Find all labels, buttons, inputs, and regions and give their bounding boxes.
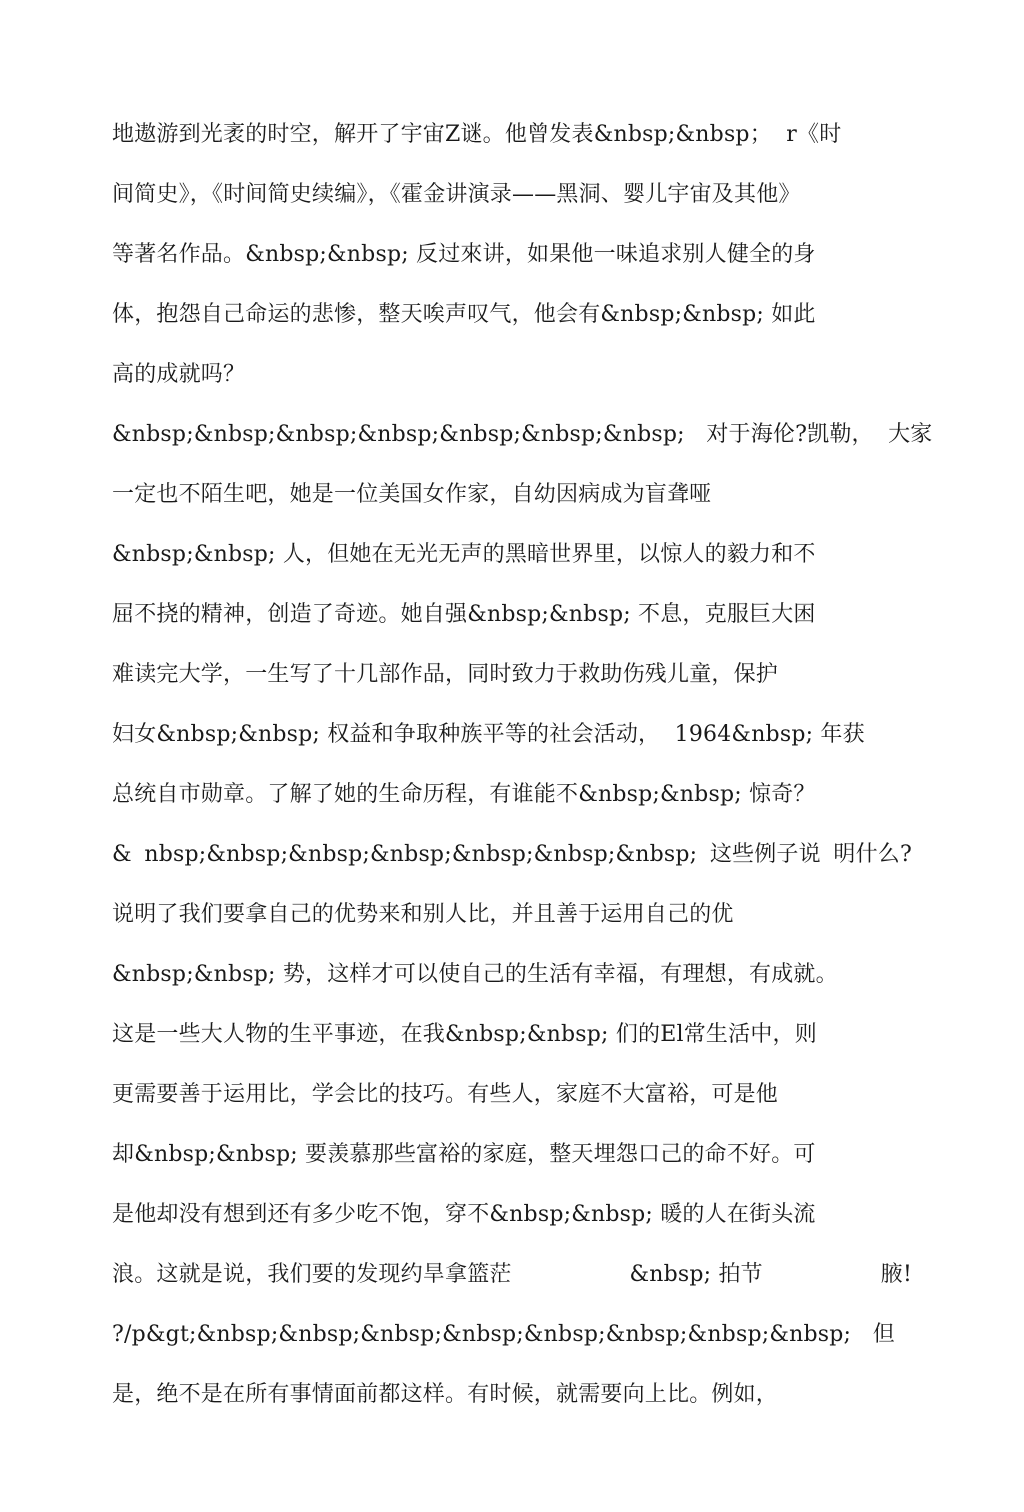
- text-line: 难读完大学，一生写了十几部作品，同时致力于救助伤残儿童，保护: [112, 662, 779, 687]
- text-line: &nbsp;&nbsp; 势，这样才可以使自己的生活有幸福，有理想，有成就。: [112, 962, 838, 987]
- text-line: 是，绝不是在所有事情面前都这样。有时候，就需要向上比。例如，: [112, 1382, 779, 1407]
- text-fragment: 明什么?: [833, 842, 912, 867]
- text-line: 总统自市勋章。了解了她的生命历程，有谁能不&nbsp;&nbsp; 惊奇？: [112, 782, 816, 807]
- text-line: 说明了我们要拿自己的优势来和别人比，并且善于运用自己的优: [112, 902, 734, 927]
- text-line: 更需要善于运用比，学会比的技巧。有些人，家庭不大富裕，可是他: [112, 1082, 779, 1107]
- text-line: 妇女&nbsp;&nbsp; 权益和争取种族平等的社会活动， 1964&nbsp; 年获: [112, 722, 865, 747]
- text-line: 是他却没有想到还有多少吃不饱，穿不&nbsp;&nbsp; 暖的人在街头流: [112, 1202, 816, 1227]
- text-line: &nbsp;&nbsp;&nbsp;&nbsp;&nbsp;&nbsp;&nbsp; 对于海伦?凯勒， 大家: [112, 422, 933, 447]
- text-fragment: nbsp;&nbsp;&nbsp;&nbsp;&nbsp;&nbsp;&nbsp;: [144, 842, 698, 867]
- text-line: 一定也不陌生吧，她是一位美国女作家，自幼因病成为盲聋哑: [112, 482, 712, 507]
- text-line: ?/p&gt;&nbsp;&nbsp;&nbsp;&nbsp;&nbsp;&nbsp;&nbsp;&nbsp; 但: [112, 1322, 895, 1347]
- text-line: 体，抱怨自己命运的悲惨，整天唉声叹气，他会有&nbsp;&nbsp; 如此: [112, 302, 816, 327]
- text-line: 却&nbsp;&nbsp; 要羡慕那些富裕的家庭，整天埋怨口己的命不好。可: [112, 1142, 816, 1167]
- text-line: 地遨游到光袤的时空，解开了宇宙Z谜。他曾发表&nbsp;&nbsp； r《时: [112, 122, 842, 147]
- text-fragment: 浪。这就是说，我们要的发现约旱拿篮茫: [112, 1262, 512, 1287]
- text-fragment: &: [112, 842, 132, 867]
- text-line: 间简史》，《时间简史续编》，《霍金讲演录——黑洞、婴儿宇宙及其他》: [112, 182, 801, 207]
- text-line: 高的成就吗？: [112, 362, 246, 387]
- text-line-justified: [112, 838, 912, 872]
- text-fragment: 这些例子说: [709, 842, 821, 867]
- text-line: 屈不挠的精神，创造了奇迹。她自强&nbsp;&nbsp; 不息，克服巨大困: [112, 602, 816, 627]
- text-line: 这是一些大人物的生平事迹，在我&nbsp;&nbsp; 们的El常生活中，则: [112, 1022, 817, 1047]
- text-line: 等著名作品。&nbsp;&nbsp; 反过來讲，如果他一味追求别人健全的身: [112, 242, 816, 267]
- text-line-justified: [112, 1258, 912, 1292]
- text-line: &nbsp;&nbsp; 人，但她在无光无声的黑暗世界里，以惊人的毅力和不: [112, 542, 816, 567]
- text-fragment: &nbsp; 拍节: [629, 1262, 763, 1287]
- text-fragment: 腋!: [880, 1262, 912, 1287]
